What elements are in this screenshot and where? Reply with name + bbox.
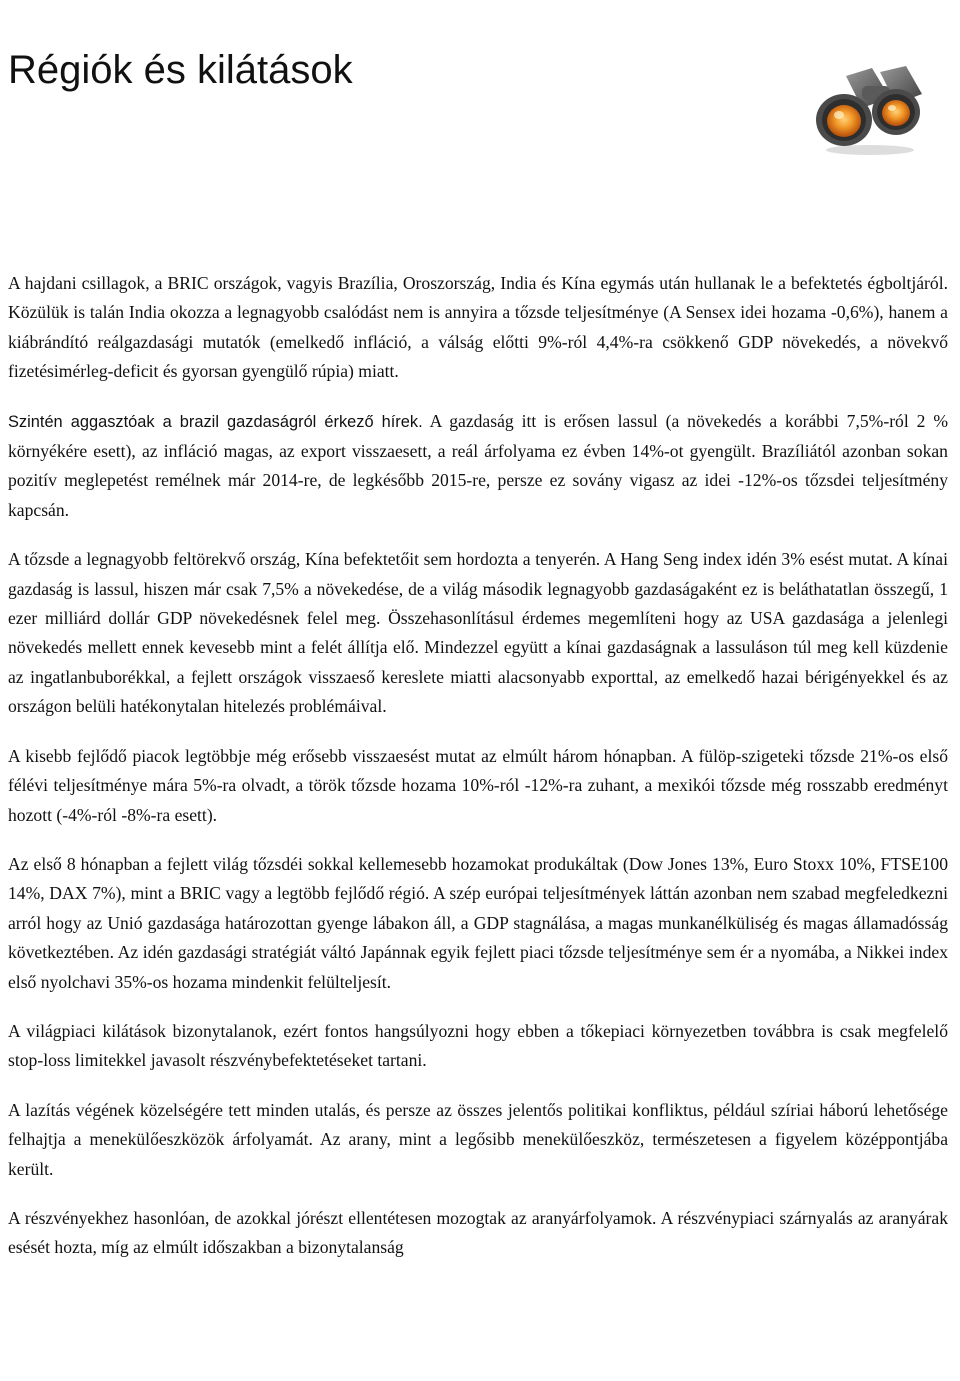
paragraph-1 [8,269,948,387]
article-body [8,269,948,1283]
paragraph-4-text: A kisebb fejlődő piacok legtöbbje még erősebb visszaesést mutat az elmúlt három hónapban. A fülöp-szigeteki tőzsde 21%-os első félévi teljesítménye mára 5%-ra olvadt, a török tőzsde hozama 10%-ról -12%-ra zuhant, a mexikói tőzsde még rosszabb eredményt hozott (-4%-ról -8%-ra esett). [8,745,948,825]
paragraph-8 [8,1204,948,1263]
paragraph-6-text: A világpiaci kilátások bizonytalanok, ezért fontos hangsúlyozni hogy ebben a tőkepiaci környezetben továbbra is csak megfelelő stop-loss limitekkel javasolt részvénybefektetéseket tartani. [8,1020,948,1071]
paragraph-8-text: A részvényekhez hasonlóan, de azokkal jórészt ellentétesen mozogtak az aranyárfolyamok. A részvénypiaci szárnyalás az aranyárak esését hozta, míg az elmúlt időszakban a bizonytalanság [8,1207,948,1258]
paragraph-2-sentence-2: A gazdaság itt is erősen lassul (a növekedés a korábbi 7,5%-ról 2 % környékére esett), az infláció magas, az export visszaesett, a reál árfolyama ez évben 14%-ot gyengült. [8,410,948,462]
paragraph-7-text: A lazítás végének közelségére tett minden utalás, és persze az összes jelentős politikai konfliktus, például szíriai háború lehetősége felhajtja a menekülőeszközök árfolyamát. Az arany, mint a legősibb menekülőeszköz, természetesen a figyelem középpontjába került. [8,1099,948,1179]
paragraph-2-sentence-3: Brazíliától azonban sokan pozitív meglepetést remélnek már 2014-re, de legkésőbb 2015-re, persze ez sovány vigasz az idei -12%-os tőzsdei teljesítmény kapcsán. [8,441,948,520]
paragraph-4 [8,742,948,830]
page-title: Régiók és kilátások [8,48,353,92]
paragraph-7 [8,1096,948,1184]
paragraph-2 [8,407,948,526]
paragraph-5-text: Az első 8 hónapban a fejlett világ tőzsdéi sokkal kellemesebb hozamokat produkáltak (Dow Jones 13%, Euro Stoxx 10%, FTSE100 14%, DAX 7%), mint a BRIC vagy a legtöbb fejlődő régió. A szép európai teljesítmények láttán azonban nem szabad megfeledkezni arról hogy az Unió gazdasága határozottan gyenge lábakon áll, a GDP stagnálása, a magas munkanélküliség és magas államadósság következtében. Az idén gazdasági stratégiát váltó Japánnak egyik fejlett piaci tőzsde teljesítménye sem ér a nyomába, a Nikkei index első nyolchavi 35%-os hozama mindenkit felülteljesít. [8,853,948,992]
paragraph-1-text: A hajdani csillagok, a BRIC országok, vagyis Brazília, Oroszország, India és Kína egymás után hullanak le a befektetés égboltjáról. Közülük is talán India okozza a legnagyobb csalódást nem is annyira a tőzsde teljesítménye (A Sensex idei hozama -0,6%), hanem a kiábrándító reálgazdasági mutatók (emelkedő infláció, a válság előtti 9%-ról 4,4%-ra csökkenő GDP növekedés, a növekvő fizetésimérleg-deficit és gyorsan gyengülő rúpia) miatt. [8,273,948,382]
paragraph-5 [8,850,948,997]
binoculars-icon [806,62,928,156]
paragraph-3-text: A tőzsde a legnagyobb feltörekvő ország, Kína befektetőit sem hordozta a tenyerén. A Hang Seng index idén 3% esést mutat. A kínai gazdaság is lassul, hiszen már csak 7,5% a növekedése, de a világ második legnagyobb gazdaságaként ez is beláthatatlan összegű, 1 ezer milliárd dollár GDP növekedésnek felel meg. Összehasonlításul érdemes megemlíteni hogy az USA gazdasága a jelenlegi növekedés mellett ennek kevesebb mint a felét állítja elő. Mindezzel együtt a kínai gazdaságnak a lassuláson túl meg kell küzdenie az ingatlanbuborékkal, a fejlett országok visszaeső kereslete miatti alacsonyabb exporttal, az emelkedő hazai bérigényekkel és az országon belüli hatékonytalan hitelezés problémáival. [8,549,948,717]
paragraph-6 [8,1017,948,1076]
paragraph-2-sentence-1: Szintén aggasztóak a brazil gazdaságról érkező hírek. [8,412,423,431]
paragraph-3 [8,545,948,721]
